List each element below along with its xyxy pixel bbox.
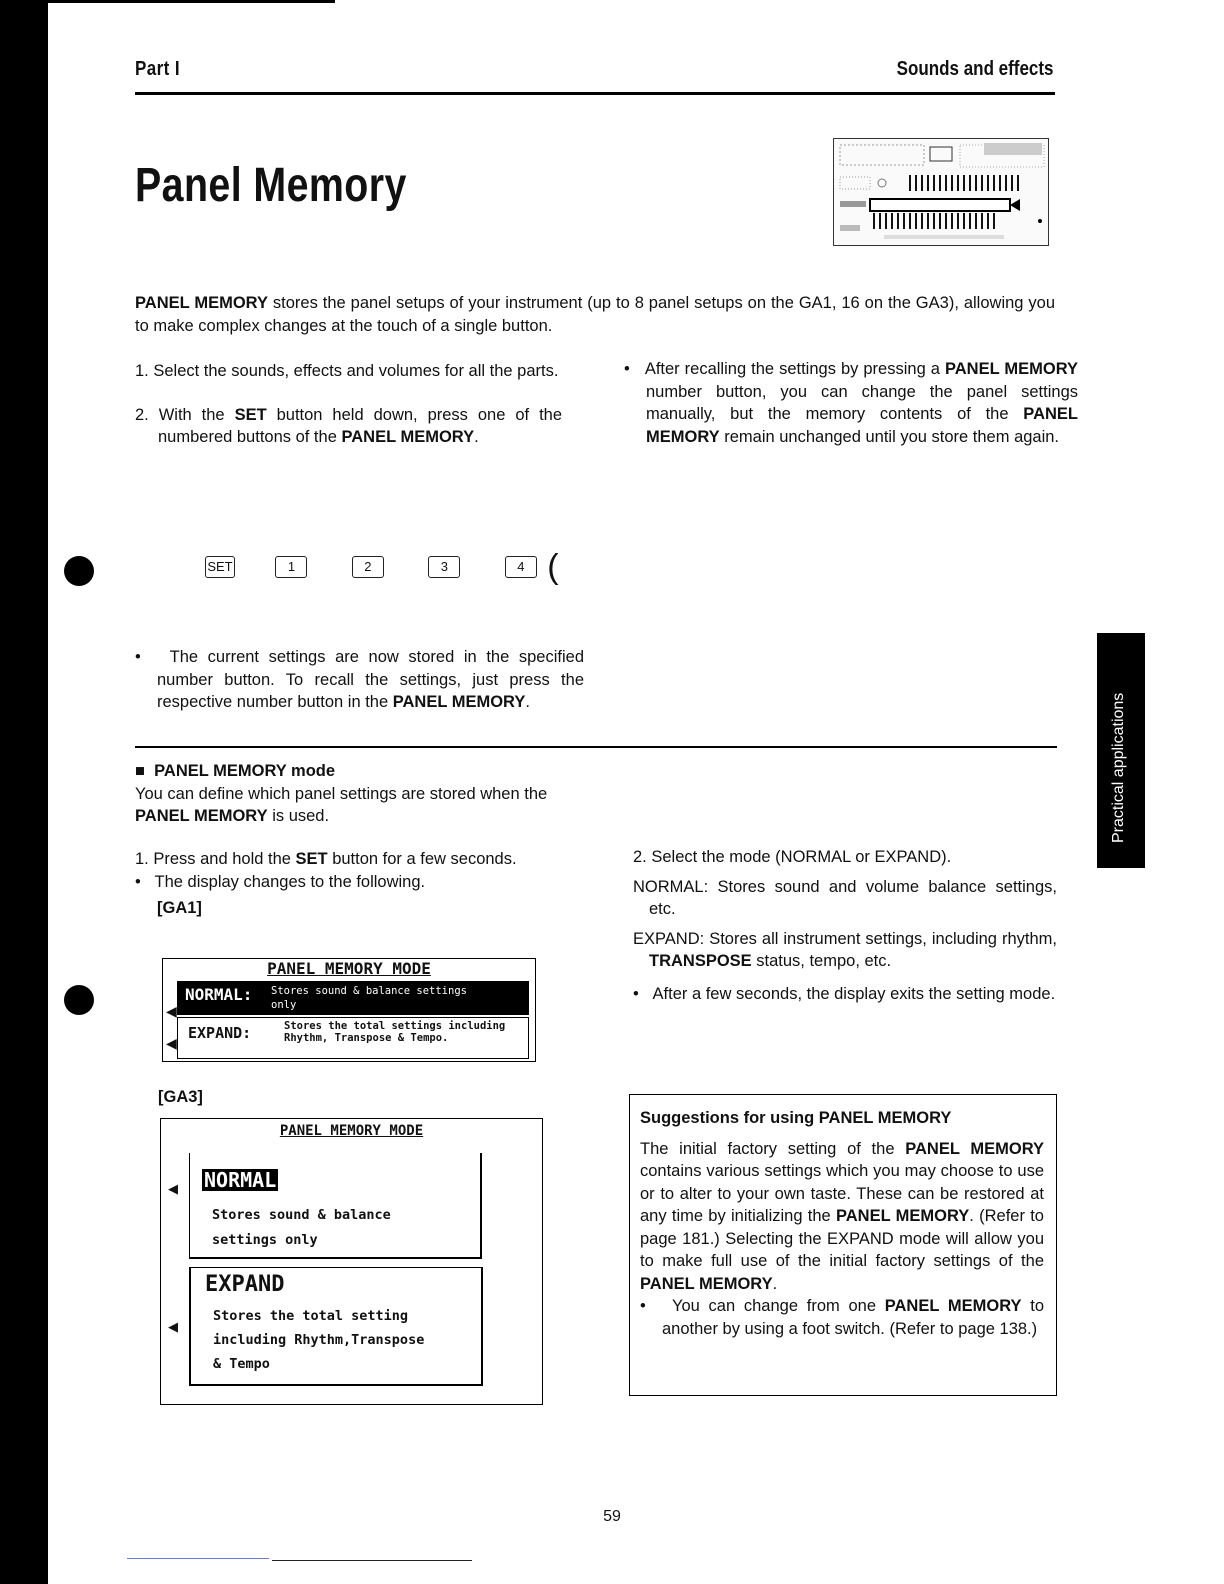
lcd-normal-row — [177, 981, 529, 1015]
lcd-title: PANEL MEMORY MODE — [279, 1123, 424, 1139]
keyboard-panel-thumbnail — [833, 138, 1049, 246]
normal-description: NORMAL: Stores sound and volume balance settings, etc. — [633, 877, 1057, 918]
mode-description: You can define which panel settings are stored when the PANEL MEMORY is used. — [135, 784, 548, 825]
list-item: • The display changes to the following. — [135, 872, 426, 891]
hole-punch-mark — [64, 985, 94, 1015]
stored-bullet: • The current settings are now stored in the specified number button. To recall the settings, just press the respective number button in the PANEL MEMORY. — [135, 648, 585, 711]
part-label: Part I — [135, 58, 181, 80]
keyboard-panel-drawing — [834, 139, 1048, 245]
lcd-normal-label: NORMAL — [204, 1168, 277, 1192]
lcd-expand-label: EXPAND — [205, 1272, 285, 1297]
section-label: Sounds and effects — [896, 58, 1053, 80]
top-scan-line — [48, 0, 335, 3]
chapter-tab-label: Practical applications — [1110, 692, 1127, 843]
suggestions-box — [629, 1094, 1057, 1396]
arrow-left-icon: ◀ — [168, 1181, 178, 1196]
left-binding-bar — [0, 0, 48, 1584]
section-rule — [135, 746, 1057, 748]
list-item: 2. Select the mode (NORMAL or EXPAND). — [633, 848, 952, 866]
page-title: Panel Memory — [135, 159, 407, 212]
suggestions-title: Suggestions for using PANEL MEMORY — [640, 1109, 952, 1127]
arrow-left-icon: ◀ — [168, 1319, 178, 1334]
lcd-normal-text: Stores sound & balance settings only — [271, 985, 467, 1011]
ga3-lcd-display — [160, 1118, 543, 1405]
hole-punch-mark — [64, 556, 94, 586]
square-bullet-icon: ■ — [135, 762, 145, 780]
steps-list — [135, 360, 562, 449]
lcd-normal-box — [189, 1153, 482, 1259]
mode-right-column — [633, 846, 1057, 1005]
expand-description: EXPAND: Stores all instrument settings, including rhythm, TRANSPOSE status, tempo, etc. — [633, 929, 1057, 970]
lcd-expand-text: Stores the total setting including Rhythm,Transpose & Tempo — [213, 1308, 425, 1372]
set-key-icon: SET — [205, 556, 235, 578]
arrow-left-icon: ◀ — [166, 1035, 177, 1051]
lcd-title: PANEL MEMORY MODE — [267, 959, 431, 978]
ga1-label: [GA1] — [157, 899, 202, 917]
key-3-icon: 3 — [428, 556, 460, 578]
ga1-lcd-display — [162, 958, 536, 1062]
ga3-label: [GA3] — [158, 1088, 203, 1106]
suggestions-paragraph: The initial factory setting of the PANEL MEMORY contains various settings which you may choose to use or to alter to your own taste. These can be restored at any time by initializing the PANEL MEMORY. (Refer to page 181.) Selecting the EXPAND mode will allow you to make full use of the initial factory settings of the PANEL MEMORY. — [640, 1139, 1044, 1293]
bottom-scan-line — [272, 1560, 472, 1561]
header-rule — [135, 92, 1055, 95]
list-item: 1. Press and hold the SET button for a few seconds. — [135, 850, 517, 868]
mode-heading: ■ PANEL MEMORY mode — [135, 762, 336, 780]
lcd-expand-box — [189, 1267, 483, 1386]
list-item: 2. With the SET button held down, press one of the numbered buttons of the PANEL MEMORY. — [135, 405, 563, 446]
bottom-scan-line — [127, 1558, 269, 1559]
page-number: 59 — [603, 1508, 621, 1525]
mode-section — [135, 760, 565, 828]
chapter-tab — [1097, 633, 1145, 868]
lcd-normal-text: Stores sound & balance settings only — [212, 1207, 391, 1248]
lcd-normal-label: NORMAL: — [185, 985, 253, 1004]
lcd-expand-text: Stores the total settings including Rhythm, Transpose & Tempo. — [284, 1020, 506, 1044]
suggestions-bullet: • You can change from one PANEL MEMORY to another by using a foot switch. (Refer to page 138.) — [640, 1297, 1045, 1338]
suggestions-content — [640, 1107, 1044, 1340]
exit-bullet: • After a few seconds, the display exits the setting mode. — [633, 984, 1056, 1003]
lcd-expand-label: EXPAND: — [188, 1024, 252, 1042]
key-2-icon: 2 — [352, 556, 384, 578]
list-item: 1. Select the sounds, effects and volumes for all the parts. — [135, 362, 559, 380]
arrow-left-icon: ◀ — [166, 1003, 177, 1019]
mode-steps — [135, 848, 565, 920]
key-sequence — [205, 548, 559, 586]
recall-bullet: • After recalling the settings by pressing a PANEL MEMORY number button, you can change the panel settings manually, but the memory contents of the PANEL MEMORY remain unchanged until you store them again. — [624, 360, 1078, 446]
lcd-expand-row — [177, 1017, 529, 1059]
bracket-icon: ( — [547, 548, 559, 586]
intro-paragraph: PANEL MEMORY stores the panel setups of your instrument (up to 8 panel setups on the GA1, 16 on the GA3), allowing you to make complex changes at the touch of a single button. — [135, 294, 1056, 335]
key-1-icon: 1 — [275, 556, 307, 578]
key-4-icon: 4 — [505, 556, 537, 578]
